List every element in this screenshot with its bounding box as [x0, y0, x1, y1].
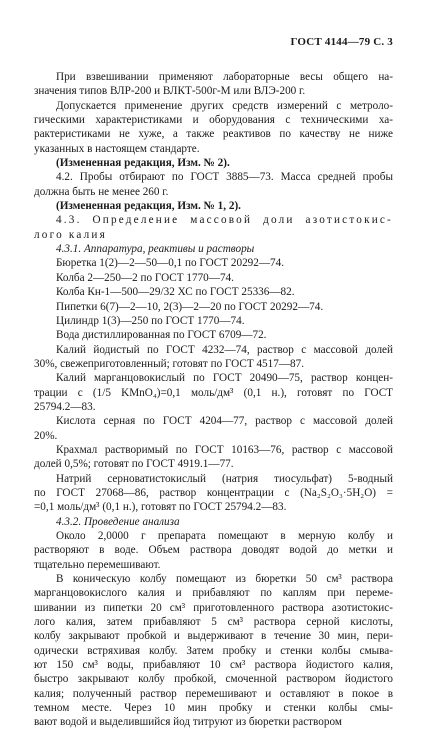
text-line: Кислота серная по ГОСТ 4204—77, раствор с массовой долей	[56, 415, 393, 428]
text-line: (Измененная редакция, Изм. № 2).	[56, 157, 230, 170]
text-line: темном месте. Через 10 мин пробку и стенки колбы смы-	[34, 702, 393, 715]
text-line: гическими характеристиками и оборудования с техническими ха-	[34, 114, 393, 127]
text-line: Натрий серноватистокислый (натрия тиосульфат) 5-водный	[56, 472, 393, 485]
text-line: указанных в настоящем стандарте.	[34, 142, 200, 155]
text-line: трации c (1/5 KMnO₄)=0,1 моль/дм³ (0,1 н.), готовят по ГОСТ	[34, 386, 393, 399]
text-line: Колба Кн-1—500—29/32 ХС по ГОСТ 25336—82.	[56, 286, 295, 299]
text-line: марганцовокислого калия и прибавляют по каплям при переме-	[34, 587, 393, 600]
text-line: калия; полученный раствор перемешивают и оставляют в покое в	[34, 687, 393, 700]
text-line: (Измененная редакция, Изм. № 1, 2).	[56, 200, 241, 213]
text-line: шивании из пипетки 20 см³ приготовленного раствора азотистокис-	[34, 601, 393, 614]
document-body	[34, 70, 393, 730]
text-line: При взвешивании применяют лабораторные весы общего на-	[56, 71, 393, 83]
text-line: 4.2. Пробы отбирают по ГОСТ 3885—73. Масса средней пробы	[56, 171, 393, 184]
text-line: 25794.2—83.	[34, 400, 96, 413]
text-line: 4.3. Определение массовой доли азотистокис-	[56, 214, 393, 227]
text-line: Бюретка 1(2)—2—50—0,1 по ГОСТ 20292—74.	[56, 257, 285, 270]
text-line: ют 150 см³ воды, прибавляют 10 см³ раствора йодистого калия,	[34, 659, 393, 672]
text-line: Допускается применение других средств измерений с метроло-	[56, 99, 393, 112]
text-line: =0,1 моль/дм³ (0,1 н.), готовят по ГОСТ 25794.2—83.	[34, 501, 287, 514]
text-line: Калий йодистый по ГОСТ 4232—74, раствор с массовой долей	[56, 343, 393, 356]
text-line: В коническую колбу помещают из бюретки 50 см³ раствора	[56, 573, 393, 586]
text-line: долей 0,5%; готовят по ГОСТ 4919.1—77.	[34, 458, 234, 471]
text-line: Цилиндр 1(3)—250 по ГОСТ 1770—74.	[56, 314, 245, 327]
text-line: одически встряхивая колбу. Затем пробку и стенки колбы смыва-	[34, 644, 393, 657]
text-line: вают водой и выделившийся йод титруют из бюретки раствором	[34, 716, 342, 729]
text-line: Колба 2—250—2 по ГОСТ 1770—74.	[56, 271, 234, 284]
text-line: колбу закрывают пробкой и выдерживают в течение 30 мин, пери-	[34, 630, 393, 643]
text-line: Вода дистиллированная по ГОСТ 6709—72.	[56, 329, 267, 342]
text-line: лого калия	[34, 228, 107, 241]
text-line: Калий марганцовокислый по ГОСТ 20490—75, раствор концен-	[56, 372, 393, 385]
text-line: по ГОСТ 27068—86, раствор концентрации c (Na₂S₂O₃·5H₂O) =	[34, 486, 393, 499]
text-line: 30%, свежеприготовленный; готовят по ГОСТ 4517—87.	[34, 357, 305, 370]
text-line: значения типов ВЛР-200 и ВЛКТ-500г-М или ВЛЭ-200 г.	[34, 85, 306, 98]
text-line: 4.3.1. Аппаратура, реактивы и растворы	[56, 243, 255, 256]
text-line: Около 2,0000 г препарата помещают в мерную колбу и	[56, 530, 393, 542]
text-line: должна быть не менее 260 г.	[34, 185, 169, 198]
text-line: быстро закрывают колбу пробкой, смоченной раствором йодистого	[34, 673, 393, 686]
text-line: лого калия, затем прибавляют 5 см³ раствора серной кислоты,	[34, 616, 393, 629]
text-line: растворяют в воде. Объем раствора доводят водой до метки и	[34, 544, 393, 557]
page-header: ГОСТ 4144—79 С. 3	[290, 36, 393, 48]
text-line: тщательно перемешивают.	[34, 558, 161, 571]
text-line: Крахмал растворимый по ГОСТ 10163—76, раствор с массовой	[56, 443, 393, 456]
text-line: 4.3.2. Проведение анализа	[56, 515, 180, 528]
text-line: 20%.	[34, 429, 58, 442]
text-line: рактеристиками не хуже, а также реактивов по качеству не ниже	[34, 128, 393, 141]
text-line: Пипетки 6(7)—2—10, 2(3)—2—20 по ГОСТ 20292—74.	[56, 300, 324, 313]
